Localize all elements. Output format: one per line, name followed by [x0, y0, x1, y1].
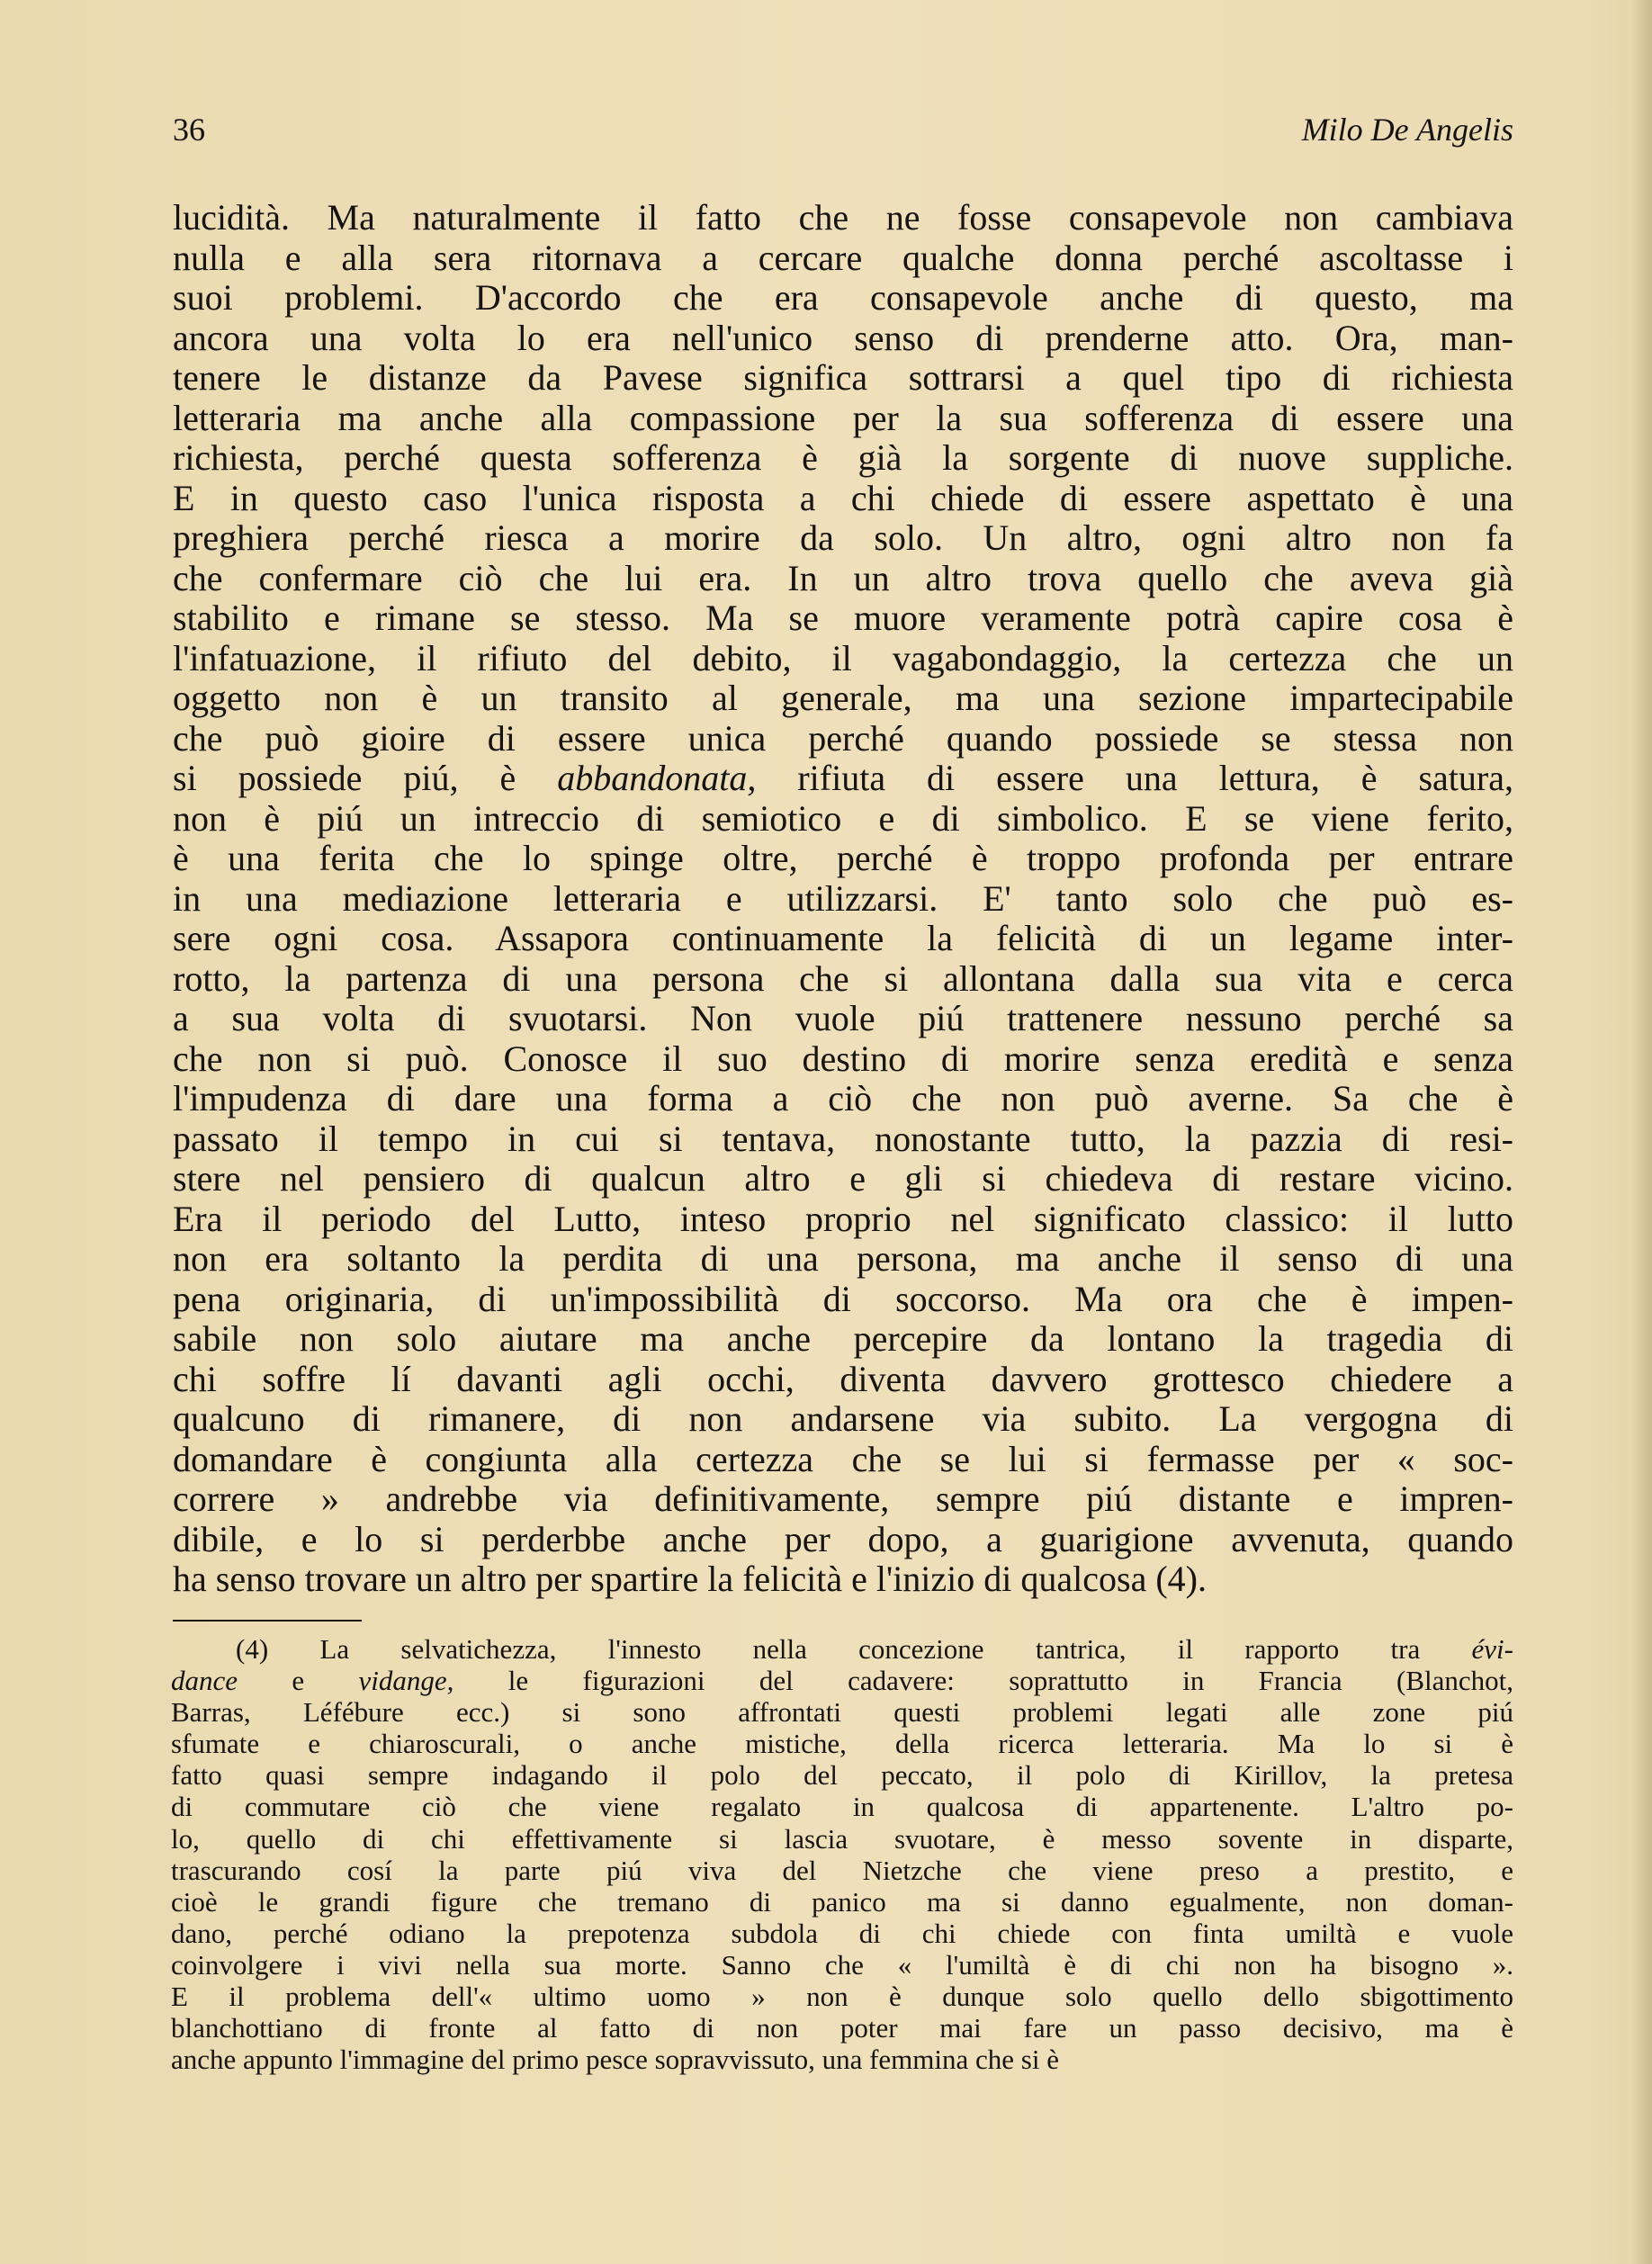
text-line: rotto, la partenza di una persona che si allontana dalla sua vita e cerca — [173, 958, 1513, 999]
text-segment: (4) La selvatichezza, l'innesto nella concezione tantrica, il rapporto tra — [236, 1633, 1472, 1665]
text-line: l'impudenza di dare una forma a ciò che non può averne. Sa che è — [173, 1079, 1513, 1119]
text-line: chi soffre lí davanti agli occhi, diventa davvero grottesco chiedere a — [173, 1359, 1513, 1399]
text-line: stere nel pensiero di qualcun altro e gli si chiedeva di restare vicino. — [173, 1159, 1513, 1199]
text-line: correre » andrebbe via definitivamente, sempre piú distante e impren- — [173, 1479, 1513, 1519]
footnote-line: di commutare ciò che viene regalato in qualcosa di appartenente. L'altro po- — [171, 1791, 1513, 1823]
main-text — [173, 198, 1513, 1600]
text-line: lucidità. Ma naturalmente il fatto che ne fosse consapevole non cambiava — [173, 198, 1513, 238]
footnote-line: dano, perché odiano la prepotenza subdola di chi chiede con finta umiltà e vuole — [171, 1917, 1513, 1949]
text-line: in una mediazione letteraria e utilizzarsi. E' tanto solo che può es- — [173, 878, 1513, 919]
text-line: stabilito e rimane se stesso. Ma se muore veramente potrà capire cosa è — [173, 598, 1513, 638]
text-line: tenere le distanze da Pavese significa sottrarsi a quel tipo di richiesta — [173, 358, 1513, 398]
page-number: 36 — [173, 112, 205, 148]
text-line: l'infatuazione, il rifiuto del debito, il vagabondaggio, la certezza che un — [173, 638, 1513, 678]
text-line: qualcuno di rimanere, di non andarsene via subito. La vergogna di — [173, 1399, 1513, 1439]
text-line: passato il tempo in cui si tentava, nonostante tutto, la pazzia di resi- — [173, 1119, 1513, 1159]
text-line: letteraria ma anche alla compassione per la sua sofferenza di essere una — [173, 398, 1513, 438]
text-line: preghiera perché riesca a morire da solo. Un altro, ogni altro non fa — [173, 518, 1513, 558]
footnote-line: cioè le grandi figure che tremano di panico ma si danno egualmente, non doman- — [171, 1885, 1513, 1918]
footnote-line: sfumate e chiaroscurali, o anche mistiche, della ricerca letteraria. Ma lo si è — [171, 1728, 1513, 1760]
text-line: richiesta, perché questa sofferenza è già la sorgente di nuove suppliche. — [173, 438, 1513, 478]
text-segment: e — [238, 1665, 359, 1697]
text-line: pena originaria, di un'impossibilità di soccorso. Ma ora che è impen- — [173, 1279, 1513, 1319]
footnote-line: E il problema dell'« ultimo uomo » non è dunque solo quello dello sbigottimento — [171, 1981, 1513, 2013]
text-line: che non si può. Conosce il suo destino di morire senza eredità e senza — [173, 1038, 1513, 1079]
text-line: domandare è congiunta alla certezza che se lui si fermasse per « soc- — [173, 1439, 1513, 1479]
italic-word: vidange, — [358, 1665, 454, 1697]
footnote-line — [171, 1665, 1513, 1696]
footnote-line: lo, quello di chi effettivamente si lascia svuotare, è messo sovente in disparte, — [171, 1822, 1513, 1855]
text-line: E in questo caso l'unica risposta a chi chiede di essere aspettato è una — [173, 478, 1513, 518]
footnote — [171, 1633, 1513, 2075]
footnote-line: trascurando cosí la parte piú viva del Nietzche che viene preso a prestito, e — [171, 1854, 1513, 1886]
italic-word: abbandonata, — [557, 759, 757, 798]
text-line: suoi problemi. D'accordo che era consapevole anche di questo, ma — [173, 278, 1513, 318]
footnote-line: fatto quasi sempre indagando il polo del peccato, il polo di Kirillov, la pretesa — [171, 1759, 1513, 1792]
text-line: Era il periodo del Lutto, inteso proprio nel significato classico: il lutto — [173, 1199, 1513, 1239]
text-line: ancora una volta lo era nell'unico senso di prenderne atto. Ora, man- — [173, 318, 1513, 358]
italic-word: dance — [171, 1665, 238, 1697]
text-line: nulla e alla sera ritornava a cercare qualche donna perché ascoltasse i — [173, 238, 1513, 278]
text-line: a sua volta di svuotarsi. Non vuole piú trattenere nessuno perché sa — [173, 999, 1513, 1038]
text-segment: le figurazioni del cadavere: soprattutto in Francia (Blanchot, — [453, 1665, 1513, 1697]
text-line: che confermare ciò che lui era. In un altro trova quello che aveva già — [173, 558, 1513, 598]
footnote-line — [171, 1633, 1513, 1665]
footnote-line: blanchottiano di fronte al fatto di non poter mai fare un passo decisivo, ma è — [171, 2012, 1513, 2044]
text-line: è una ferita che lo spinge oltre, perché è troppo profonda per entrare — [173, 839, 1513, 878]
text-line: sabile non solo aiutare ma anche percepire da lontano la tragedia di — [173, 1319, 1513, 1359]
page-edge-shadow — [1632, 0, 1652, 2264]
text-line: oggetto non è un transito al generale, ma una sezione impartecipabile — [173, 678, 1513, 718]
running-head-author: Milo De Angelis — [1301, 112, 1513, 148]
footnote-line: anche appunto l'immagine del primo pesce sopravvissuto, una femmina che si è — [171, 2044, 1059, 2076]
footnote-line: Barras, Léfébure ecc.) si sono affrontati questi problemi legati alle zone piú — [171, 1696, 1513, 1729]
text-line: ha senso trovare un altro per spartire la felicità e l'inizio di qualcosa (4). — [173, 1559, 1207, 1599]
page-header — [173, 108, 1513, 151]
text-line: non era soltanto la perdita di una persona, ma anche il senso di una — [173, 1239, 1513, 1279]
text-segment: si possiede piú, è — [173, 759, 516, 798]
footnote-line: coinvolgere i vivi nella sua morte. Sanno che « l'umiltà è di chi non ha bisogno ». — [171, 1948, 1513, 1981]
text-line: che può gioire di essere unica perché quando possiede se stessa non — [173, 718, 1513, 759]
text-segment: rifiuta di essere una lettura, è satura, — [756, 759, 1513, 798]
text-line-with-italic — [173, 759, 1513, 799]
italic-word: évi- — [1471, 1633, 1513, 1665]
footnote-separator — [173, 1620, 362, 1622]
text-line: non è piú un intreccio di semiotico e di simbolico. E se viene ferito, — [173, 798, 1513, 839]
text-line: dibile, e lo si perderbbe anche per dopo, a guarigione avvenuta, quando — [173, 1519, 1513, 1559]
text-line: sere ogni cosa. Assapora continuamente la felicità di un legame inter- — [173, 919, 1513, 958]
